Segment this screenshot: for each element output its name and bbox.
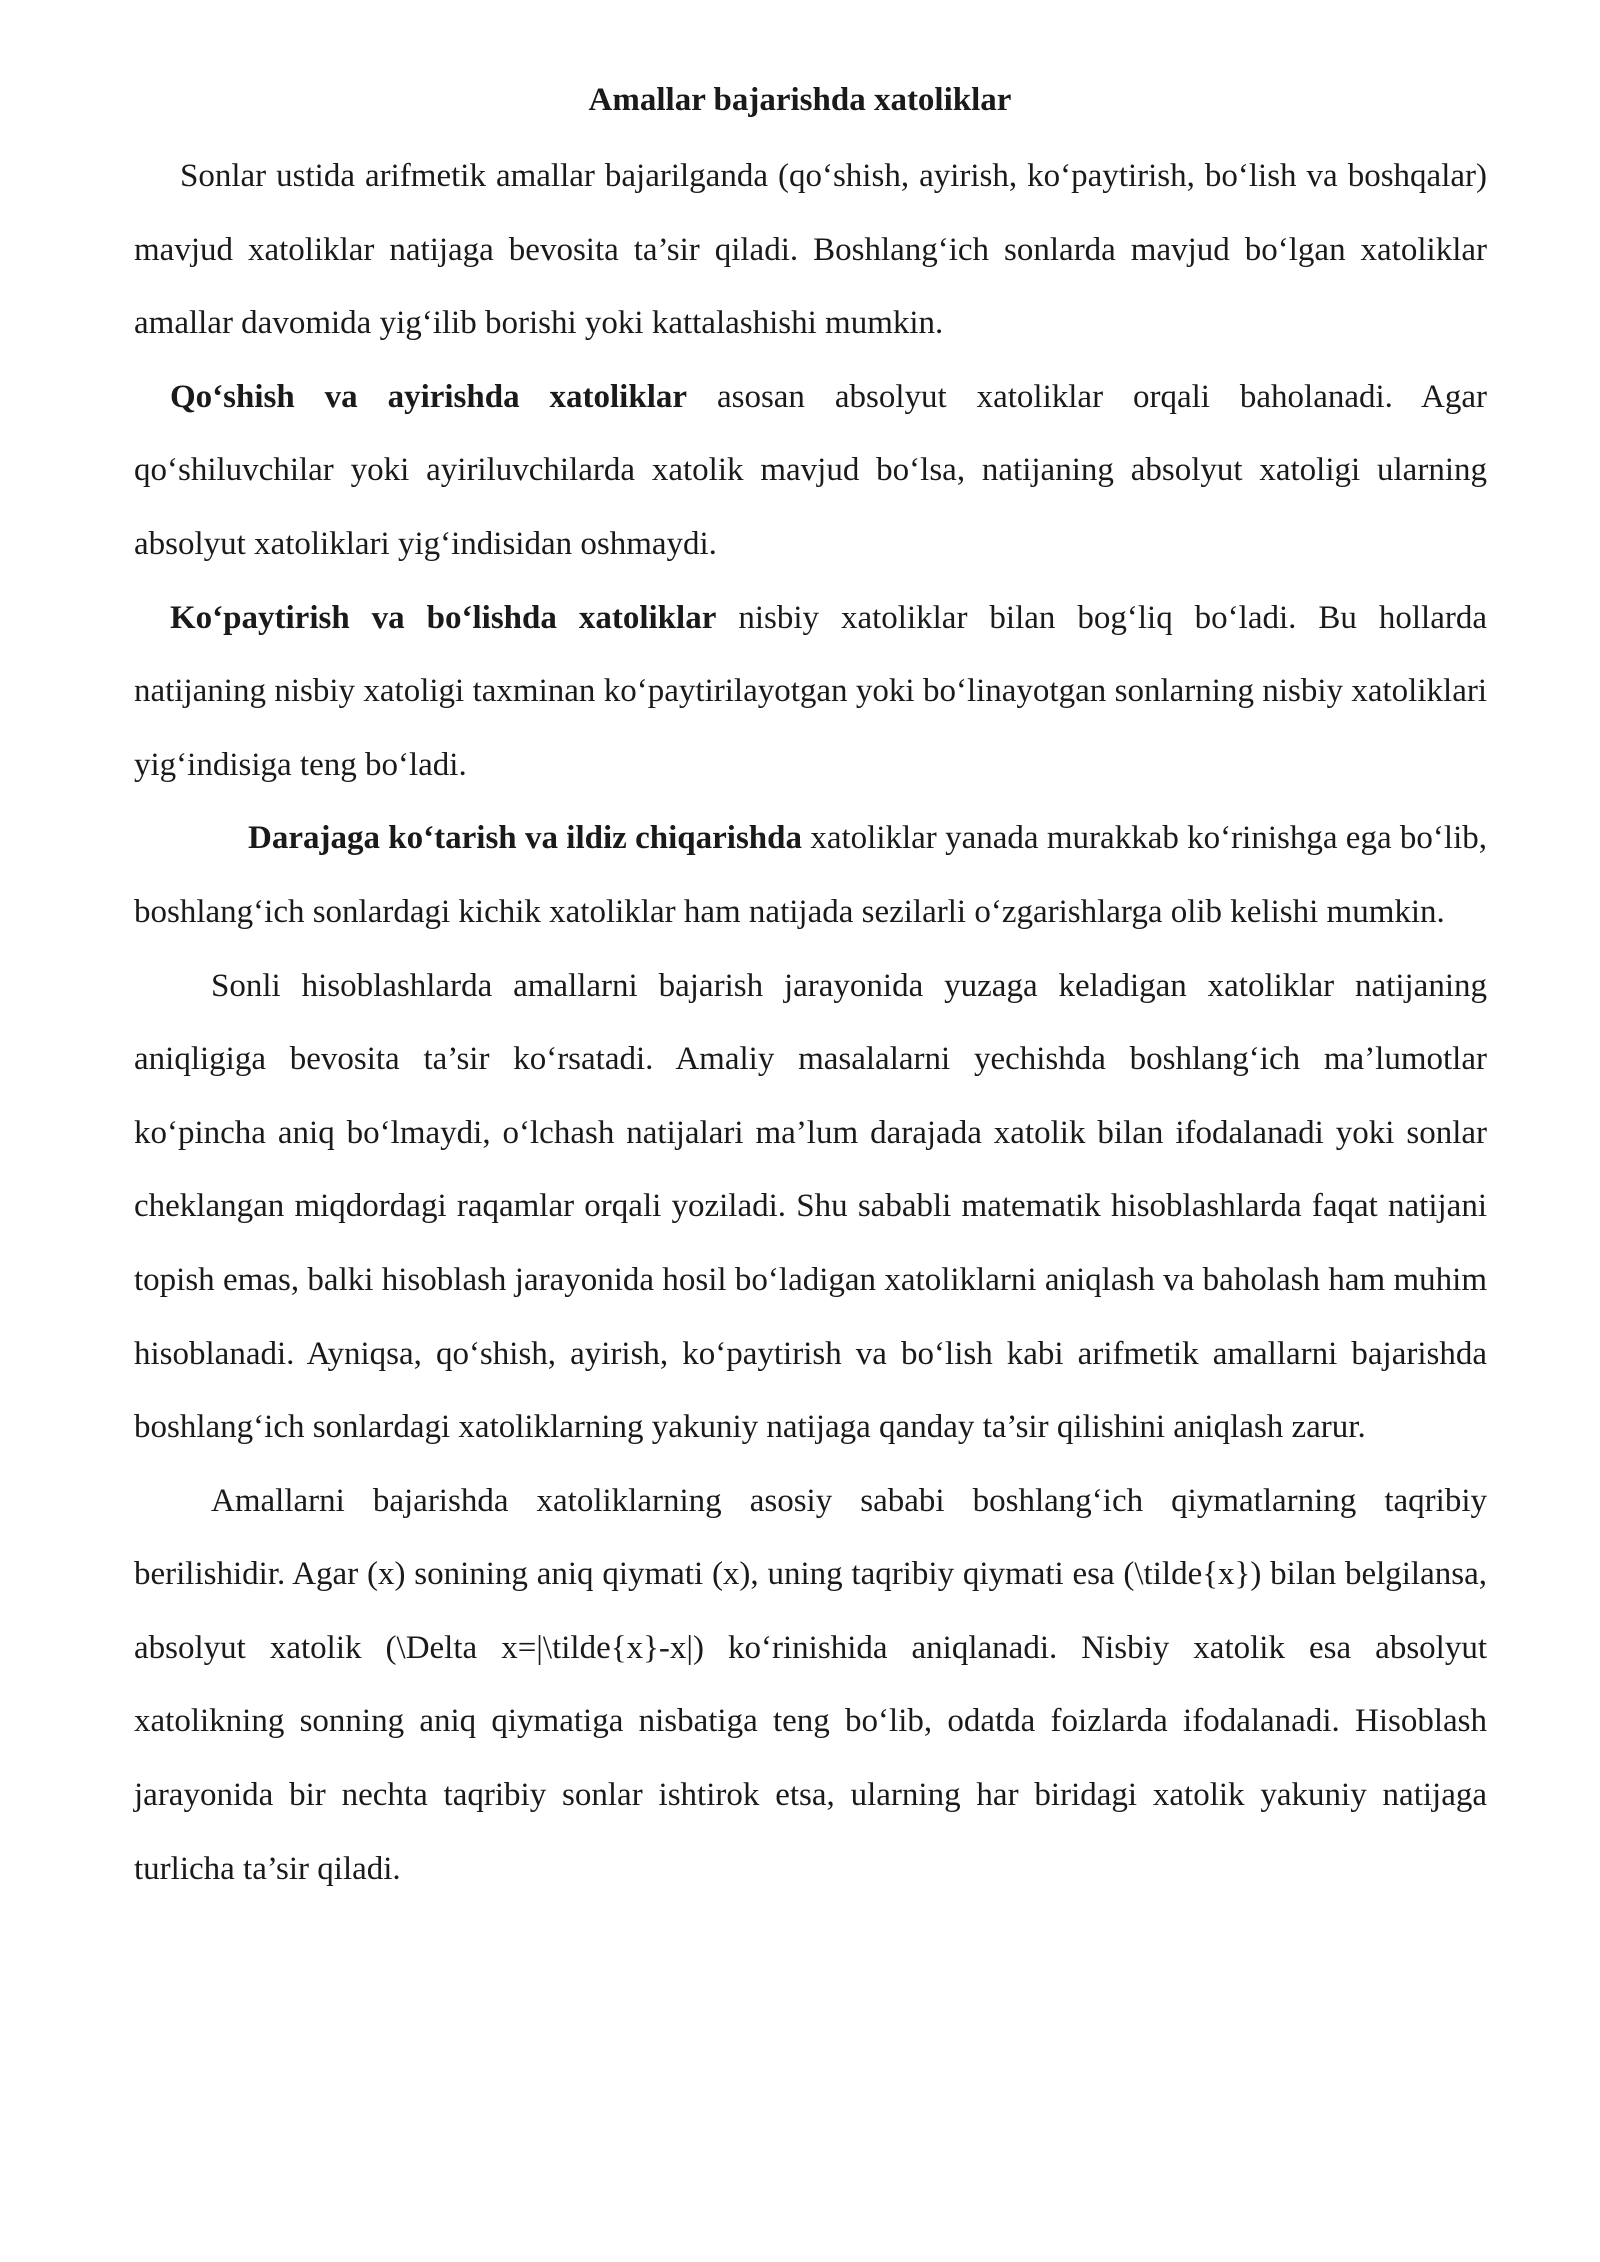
paragraph-power-root — [134, 802, 1487, 949]
paragraph-numerical-computation — [134, 950, 1487, 1465]
paragraph-lead: Darajaga ko‘tarish va ildiz chiqarishda — [248, 820, 803, 857]
paragraph-multiplication-division — [134, 582, 1487, 803]
paragraph-text: Sonlar ustida arifmetik amallar bajarilganda (qo‘shish, ayirish, ko‘paytirish, bo‘lish va boshqalar) mavjud xatoliklar natijaga bevosita ta’sir qiladi. Boshlang‘ich sonlarda mavjud bo‘lgan xatoliklar amallar davomida yig‘ilib borishi yoki kattalashishi mumkin. — [134, 158, 1487, 342]
paragraph-intro — [134, 140, 1487, 361]
paragraph-addition-subtraction — [134, 361, 1487, 582]
paragraph-text: Sonli hisoblashlarda amallarni bajarish jarayonida yuzaga keladigan xatoliklar natijaning aniqligiga bevosita ta’sir ko‘rsatadi. Amaliy masalalarni yechishda boshlang‘ich ma’lumotlar ko‘pincha aniq bo‘lmaydi, o‘lchash natijalari ma’lum darajada xatolik bilan ifodalanadi yoki sonlar cheklangan miqdordagi raqamlar orqali yoziladi. Shu sababli matematik hisoblashlarda faqat natijani topish emas, balki hisoblash jarayonida hosil bo‘ladigan xatoliklarni aniqlash va baholash ham muhim hisoblanadi. Ayniqsa, qo‘shish, ayirish, ko‘paytirish va bo‘lish kabi arifmetik amallarni bajarishda boshlang‘ich sonlardagi xatoliklarning yakuniy natijaga qanday ta’sir qilishini aniqlash zarur. — [134, 967, 1487, 1446]
paragraph-text: nisbiy xatoliklar bilan bog‘liq bo‘ladi. Bu hollarda natijaning nisbiy xatoligi taxminan ko‘paytirilayotgan yoki bo‘linayotgan sonlarning nisbiy xatoliklari yig‘indisiga teng bo‘ladi. — [134, 599, 1487, 783]
paragraph-text: asosan absolyut xatoliklar orqali baholanadi. Agar qo‘shiluvchilar yoki ayiriluvchilarda xatolik mavjud bo‘lsa, natijaning absolyut xatoligi ularning absolyut xatoliklari yig‘indisidan oshmaydi. — [134, 378, 1487, 562]
paragraph-text: Amallarni bajarishda xatoliklarning asosiy sababi boshlang‘ich qiymatlarning taqribiy berilishidir. Agar (x) sonining aniq qiymati (x), uning taqribiy qiymati esa (\tilde{x}) bilan belgilansa, absolyut xatolik (\Delta x=|\tilde{x}-x|) ko‘rinishida aniqlanadi. Nisbiy xatolik esa absolyut xatolikning sonning aniq qiymatiga nisbatiga teng bo‘lib, odatda foizlarda ifodalanadi. Hisoblash jarayonida bir nechta taqribiy sonlar ishtirok etsa, ularning har biridagi xatolik yakuniy natijaga turlicha ta’sir qiladi. — [134, 1482, 1487, 1887]
paragraph-lead: Ko‘paytirish va bo‘lishda xatoliklar — [170, 599, 717, 636]
document-body — [134, 140, 1487, 1906]
paragraph-lead: Qo‘shish va ayirishda xatoliklar — [170, 378, 688, 415]
paragraph-text: xatoliklar yanada murakkab ko‘rinishga ega bo‘lib, boshlang‘ich sonlardagi kichik xatoliklar ham natijada sezilarli o‘zgarishlarga olib kelishi mumkin. — [134, 820, 1487, 930]
paragraph-error-causes — [134, 1465, 1487, 1907]
page-title: Amallar bajarishda xatoliklar — [588, 82, 1012, 118]
